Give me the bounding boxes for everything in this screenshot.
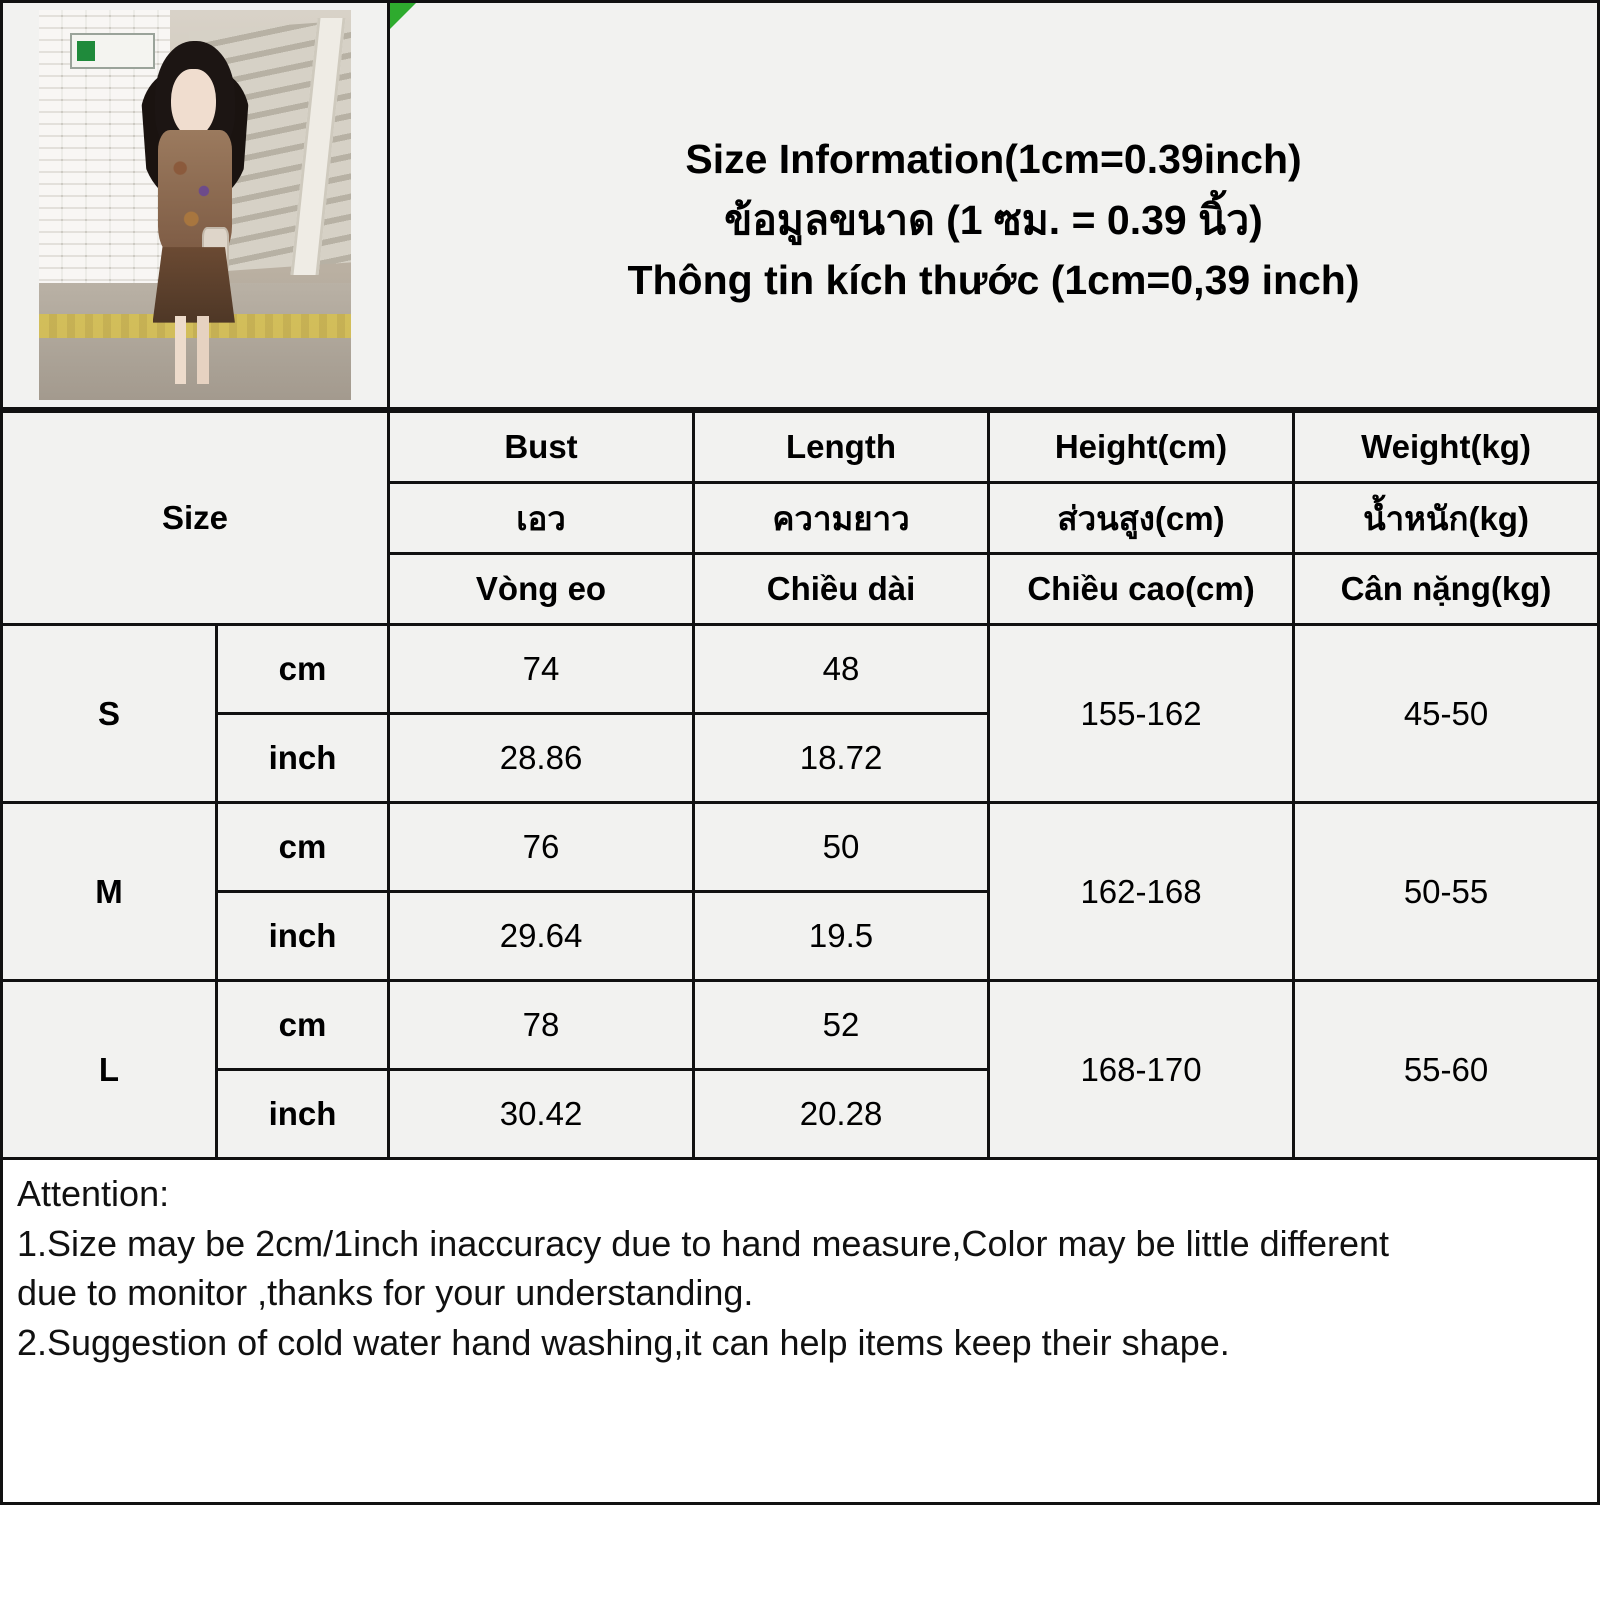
header-weight-th: น้ำหนัก(kg)	[1294, 483, 1599, 554]
s-length-inch: 18.72	[694, 714, 989, 803]
header-bust-vi: Vòng eo	[389, 554, 694, 625]
s-length-cm: 48	[694, 625, 989, 714]
attention-line-1: 1.Size may be 2cm/1inch inaccuracy due to hand measure,Color may be little different	[17, 1222, 1390, 1264]
table-header-row-en	[2, 412, 1599, 483]
m-bust-inch: 29.64	[389, 892, 694, 981]
m-weight: 50-55	[1294, 803, 1599, 981]
attention-line-2: due to monitor ,thanks for your understanding.	[17, 1272, 754, 1314]
header-size-label: Size	[2, 412, 389, 625]
s-bust-cm: 74	[389, 625, 694, 714]
header-bust-th: เอว	[389, 483, 694, 554]
header-weight-en: Weight(kg)	[1294, 412, 1599, 483]
header-length-vi: Chiều dài	[694, 554, 989, 625]
size-table	[0, 410, 1600, 1160]
header-band	[0, 0, 1600, 410]
unit-cm-s: cm	[217, 625, 389, 714]
s-bust-inch: 28.86	[389, 714, 694, 803]
table-row	[2, 981, 1599, 1070]
l-length-cm: 52	[694, 981, 989, 1070]
unit-inch-s: inch	[217, 714, 389, 803]
table-row	[2, 803, 1599, 892]
unit-inch-l: inch	[217, 1070, 389, 1159]
header-length-en: Length	[694, 412, 989, 483]
photo-cell	[3, 3, 390, 407]
row-size-m: M	[2, 803, 217, 981]
title-vi: Thông tin kích thước (1cm=0,39 inch)	[627, 257, 1360, 304]
m-length-inch: 19.5	[694, 892, 989, 981]
row-size-s: S	[2, 625, 217, 803]
l-bust-cm: 78	[389, 981, 694, 1070]
header-height-en: Height(cm)	[989, 412, 1294, 483]
l-weight: 55-60	[1294, 981, 1599, 1159]
model-figure	[133, 41, 258, 384]
unit-cm-l: cm	[217, 981, 389, 1070]
row-size-l: L	[2, 981, 217, 1159]
unit-cm-m: cm	[217, 803, 389, 892]
attention-heading: Attention:	[17, 1173, 170, 1214]
table-row	[2, 625, 1599, 714]
unit-inch-m: inch	[217, 892, 389, 981]
m-height: 162-168	[989, 803, 1294, 981]
s-height: 155-162	[989, 625, 1294, 803]
attention-line-3: 2.Suggestion of cold water hand washing,it can help items keep their shape.	[17, 1321, 1230, 1363]
header-weight-vi: Cân nặng(kg)	[1294, 554, 1599, 625]
attention-block	[0, 1160, 1600, 1505]
title-en: Size Information(1cm=0.39inch)	[685, 135, 1302, 182]
l-bust-inch: 30.42	[389, 1070, 694, 1159]
l-height: 168-170	[989, 981, 1294, 1159]
model-photo	[39, 10, 351, 400]
corner-marker-icon	[390, 3, 416, 29]
l-length-inch: 20.28	[694, 1070, 989, 1159]
m-length-cm: 50	[694, 803, 989, 892]
title-th: ข้อมูลขนาด (1 ซม. = 0.39 นิ้ว)	[724, 196, 1263, 243]
header-length-th: ความยาว	[694, 483, 989, 554]
title-cell	[390, 3, 1597, 407]
header-bust-en: Bust	[389, 412, 694, 483]
header-height-vi: Chiều cao(cm)	[989, 554, 1294, 625]
header-height-th: ส่วนสูง(cm)	[989, 483, 1294, 554]
m-bust-cm: 76	[389, 803, 694, 892]
s-weight: 45-50	[1294, 625, 1599, 803]
